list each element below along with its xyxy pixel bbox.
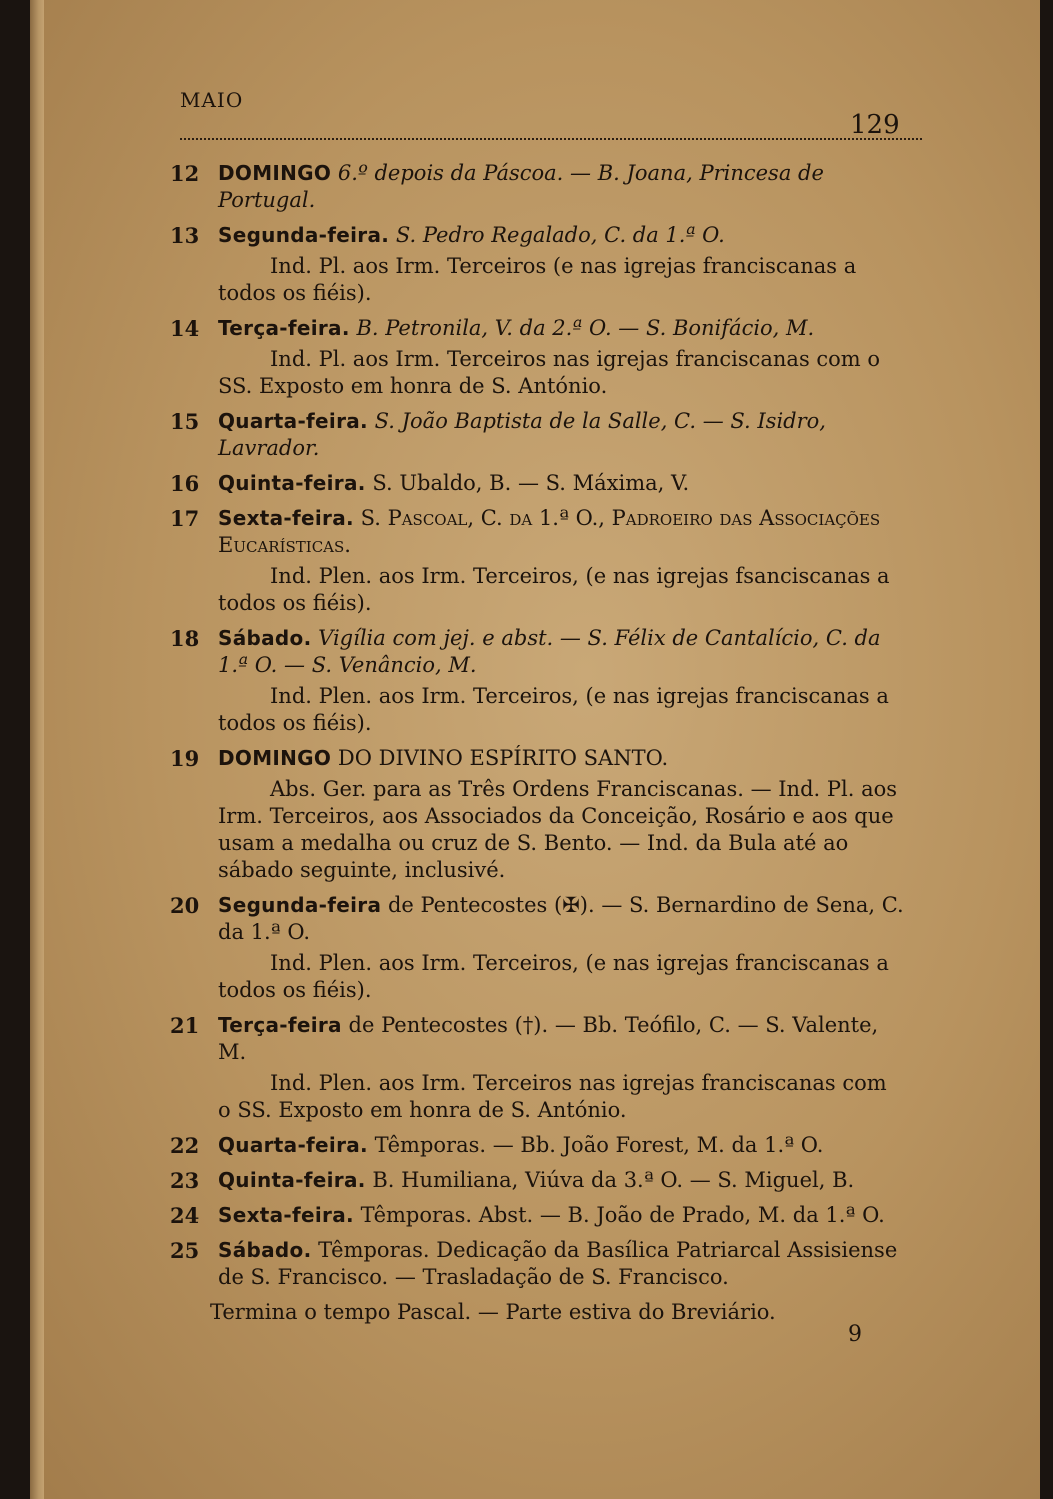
entry-weekday: Sábado. xyxy=(218,1238,312,1262)
book-spine xyxy=(30,0,44,1499)
header-divider xyxy=(180,138,922,140)
entry-weekday: Sábado. xyxy=(218,626,312,650)
entry-day-number: 20 xyxy=(170,893,200,918)
entry-21 xyxy=(170,1012,905,1124)
entry-indulgence: Ind. Plen. aos Irm. Terceiros, (e nas igrejas fsanciscanas a todos os fiéis). xyxy=(218,564,890,615)
entry-text: B. Humiliana, Viúva da 3.ª O. — S. Miguel, B. xyxy=(372,1168,855,1192)
entry-text: Têmporas. Abst. — B. João de Prado, M. da 1.ª O. xyxy=(360,1203,885,1227)
entry-weekday: Quinta-feira. xyxy=(218,471,366,495)
entry-text: S. Pedro Regalado, C. da 1.ª O. xyxy=(395,223,725,247)
entry-weekday: DOMINGO xyxy=(218,161,332,185)
entry-19 xyxy=(170,745,905,884)
entry-indulgence: Abs. Ger. para as Três Ordens Franciscanas. — Ind. Pl. aos Irm. Terceiros, aos Associados da Conceição, Rosário e aos que usam a medalha ou cruz de S. Bento. — Ind. da Bula até ao sábado seguinte, inclusivé. xyxy=(218,777,898,882)
entry-indulgence: Ind. Pl. aos Irm. Terceiros nas igrejas franciscanas com o SS. Exposto em honra de S. António. xyxy=(218,347,881,398)
entry-day-number: 14 xyxy=(170,316,200,341)
entry-weekday: Segunda-feira. xyxy=(218,223,390,247)
entry-17 xyxy=(170,505,905,617)
entry-text: Vigília com jej. e abst. — S. Félix de Cantalício, C. da 1.ª O. — S. Venâncio, M. xyxy=(218,626,881,677)
entry-indulgence: Ind. Plen. aos Irm. Terceiros nas igrejas franciscanas com o SS. Exposto em honra de S. António. xyxy=(218,1071,887,1122)
page-number: 129 xyxy=(850,110,900,140)
entry-text: S. Ubaldo, B. — S. Máxima, V. xyxy=(372,471,690,495)
closing-note: Termina o tempo Pascal. — Parte estiva do Breviário. xyxy=(210,1300,776,1324)
entry-day-number: 25 xyxy=(170,1238,200,1263)
entry-text: de Pentecostes (†). — Bb. Teófilo, C. — S. Valente, M. xyxy=(218,1013,879,1064)
entry-24 xyxy=(170,1202,905,1229)
entry-12 xyxy=(170,160,905,214)
book-page xyxy=(30,0,1040,1499)
entry-day-number: 21 xyxy=(170,1013,200,1038)
entry-text: S. Pascoal, C. da 1.ª O., Padroeiro das Associações Eucarísticas. xyxy=(218,506,881,557)
entry-text: S. João Baptista de la Salle, C. — S. Isidro, Lavrador. xyxy=(218,409,826,460)
entry-15 xyxy=(170,408,905,462)
entry-14 xyxy=(170,315,905,400)
entry-text: 6.º depois da Páscoa. — B. Joana, Princesa de Portugal. xyxy=(218,161,824,212)
entry-18 xyxy=(170,625,905,737)
entry-16 xyxy=(170,470,905,497)
entry-weekday: Sexta-feira. xyxy=(218,1203,354,1227)
entry-day-number: 15 xyxy=(170,409,200,434)
entry-day-number: 19 xyxy=(170,746,200,771)
entry-text: Têmporas. — Bb. João Forest, M. da 1.ª O. xyxy=(374,1133,824,1157)
entry-weekday: Sexta-feira. xyxy=(218,506,354,530)
entry-day-number: 16 xyxy=(170,471,200,496)
entry-weekday: Quinta-feira. xyxy=(218,1168,366,1192)
entry-weekday: Terça-feira xyxy=(218,1013,342,1037)
entry-indulgence: Ind. Pl. aos Irm. Terceiros (e nas igrejas franciscanas a todos os fiéis). xyxy=(218,254,857,305)
entry-20 xyxy=(170,892,905,1004)
entry-text: Têmporas. Dedicação da Basílica Patriarcal Assisiense de S. Francisco. — Trasladação de S. Francisco. xyxy=(218,1238,898,1289)
calendar-entries xyxy=(170,160,905,1326)
running-header-month: MAIO xyxy=(180,88,244,112)
entry-day-number: 17 xyxy=(170,506,200,531)
entry-weekday: Terça-feira. xyxy=(218,316,350,340)
entry-indulgence: Ind. Plen. aos Irm. Terceiros, (e nas igrejas franciscanas a todos os fiéis). xyxy=(218,951,889,1002)
entry-indulgence: Ind. Plen. aos Irm. Terceiros, (e nas igrejas franciscanas a todos os fiéis). xyxy=(218,684,889,735)
entry-weekday: Quarta-feira. xyxy=(218,409,368,433)
entry-day-number: 18 xyxy=(170,626,200,651)
entry-text: DO DIVINO ESPÍRITO SANTO. xyxy=(337,746,669,770)
entry-23 xyxy=(170,1167,905,1194)
entry-day-number: 23 xyxy=(170,1168,200,1193)
entry-day-number: 13 xyxy=(170,223,200,248)
entry-weekday: DOMINGO xyxy=(218,746,332,770)
entry-text: de Pentecostes (✠). — S. Bernardino de Sena, C. da 1.ª O. xyxy=(218,893,904,944)
entry-weekday: Segunda-feira xyxy=(218,893,382,917)
entry-text: B. Petronila, V. da 2.ª O. — S. Bonifácio, M. xyxy=(356,316,815,340)
signature-mark: 9 xyxy=(848,1322,862,1347)
entry-day-number: 24 xyxy=(170,1203,200,1228)
entry-weekday: Quarta-feira. xyxy=(218,1133,368,1157)
entry-22 xyxy=(170,1132,905,1159)
entry-day-number: 22 xyxy=(170,1133,200,1158)
entry-13 xyxy=(170,222,905,307)
entry-day-number: 12 xyxy=(170,161,200,186)
entry-25 xyxy=(170,1237,905,1291)
